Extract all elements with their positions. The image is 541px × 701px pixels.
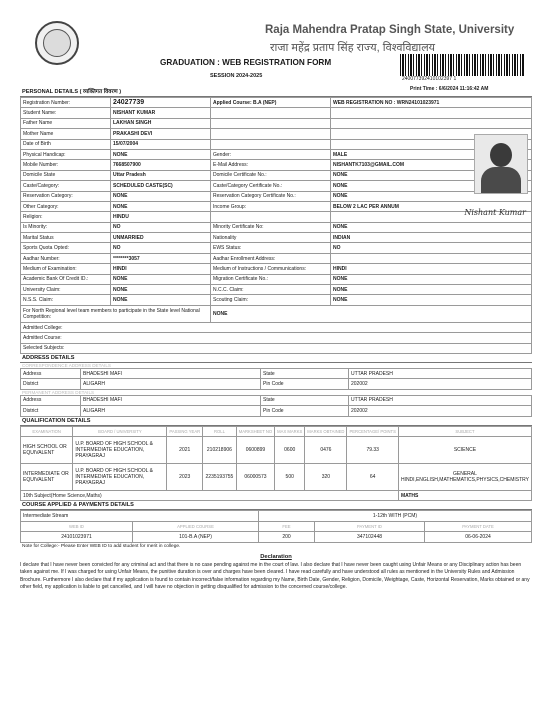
field-label: Aadhar Enrollment Address:: [211, 253, 331, 263]
field-label: [211, 129, 331, 139]
qualification-cell: 320: [305, 463, 347, 490]
address-heading: ADDRESS DETAILS: [20, 354, 532, 363]
personal-row: [21, 233, 532, 243]
tenth-subject-label: 10th Subject(Home Science,Maths): [21, 490, 399, 500]
personal-row: [21, 212, 532, 222]
qualification-cell: INTERMEDIATE OR EQUIVALENT: [21, 463, 73, 490]
admitted-college-label: Admitted College:: [21, 322, 532, 332]
field-label: Academic Bank Of Credit ID.:: [21, 274, 111, 284]
field-label: Migration Certificate No.:: [211, 274, 331, 284]
field-value: NONE: [331, 285, 532, 295]
field-label: Domicile Certificate No.:: [211, 170, 331, 180]
course-column-header: PAYMENT DATE: [425, 521, 532, 531]
field-value: NO: [111, 243, 211, 253]
qualification-cell: U.P. BOARD OF HIGH SCHOOL & INTERMEDIATE EDUCATION, PRAYAGRAJ: [73, 436, 167, 463]
qualification-column-header: ROLL: [203, 426, 237, 436]
qualification-column-header: SUBJECT: [398, 426, 531, 436]
field-value: [331, 108, 532, 118]
qualification-cell: 500: [275, 463, 305, 490]
field-label: Scouting Claim:: [211, 295, 331, 305]
field-value: NISHANT KUMAR: [111, 108, 211, 118]
qualification-table: [20, 426, 532, 502]
field-value: NONE: [331, 295, 532, 305]
address-cell: District: [21, 406, 81, 416]
stream-value: 1-12th WITH (PCM): [259, 511, 532, 521]
course-cell: 200: [259, 532, 315, 542]
print-time: Print Time : 6/6/2024 11:16:42 AM: [410, 86, 489, 92]
field-value: 7668507900: [111, 160, 211, 170]
declaration-title: Declaration: [260, 553, 292, 560]
field-value: LAKHAN SINGH: [111, 118, 211, 128]
qualification-cell: 79.33: [347, 436, 398, 463]
personal-heading: PERSONAL DETAILS ( व्यक्तिगत विवरण ): [20, 86, 532, 97]
qualification-cell: SCIENCE: [398, 436, 531, 463]
selected-subjects-row: [21, 343, 532, 353]
course-row: [21, 532, 532, 542]
field-label: N.S.S. Claim:: [21, 295, 111, 305]
web-registration: WEB REGISTRATION NO : WRN24101023971: [331, 98, 532, 108]
admitted-college-row: [21, 322, 532, 332]
personal-row: [21, 170, 532, 180]
field-label: Nationality: [211, 233, 331, 243]
qualification-cell: 210218906: [203, 436, 237, 463]
stream-label: Intermediate Stream: [21, 511, 259, 521]
field-value: [331, 118, 532, 128]
field-value: NONE: [331, 170, 532, 180]
course-cell: 101-B.A (NEP): [133, 532, 259, 542]
course-cell: 24101023971: [21, 532, 133, 542]
field-label: Medium of Instructions / Communications:: [211, 264, 331, 274]
address-cell: Address: [21, 368, 81, 378]
course-column-header: APPLIED COURSE: [133, 521, 259, 531]
course-cell: 06-06-2024: [425, 532, 532, 542]
tenth-subject-value: MATHS: [398, 490, 531, 500]
address-cell: ALIGARH: [81, 406, 261, 416]
field-label: Marital Status: [21, 233, 111, 243]
regional-row: [21, 305, 532, 322]
qualification-row: [21, 436, 532, 463]
qualification-cell: HIGH SCHOOL OR EQUIVALENT: [21, 436, 73, 463]
address-cell: ALIGARH: [81, 379, 261, 389]
barcode-number: 240077392410102397 1: [402, 76, 457, 82]
field-value: NONE: [111, 295, 211, 305]
address-cell: Pin Code: [261, 379, 349, 389]
field-label: Gender:: [211, 149, 331, 159]
selected-subjects-label: Selected Subjects:: [21, 343, 532, 353]
qualification-column-header: PASSING YEAR: [167, 426, 203, 436]
university-name-en: Raja Mahendra Pratap Singh State, University: [265, 24, 515, 36]
field-label: Other Category:: [21, 201, 111, 211]
field-value: NONE: [111, 149, 211, 159]
course-column-header: PAYMENT ID: [315, 521, 425, 531]
field-value: NONE: [111, 201, 211, 211]
field-label: E-Mail Address:: [211, 160, 331, 170]
field-value: MALE: [331, 149, 532, 159]
admitted-course-row: [21, 333, 532, 343]
declaration-text: I declare that I have never been convicted for any criminal act and that there is no case pending against me in the court of law. I also declare that I have never been caught using Unfair Means or any Disciplinary action has been taken against me. If I was charged for using Unfair Means, the punitive duration is over and charges have been cleared. I have read carefully and have understood all rules as mentioned in the University Rules and Admission Brochure. Furthermore I also declare that if my application is found to contain incorrect/false information regarding my Name, Birth Date, Gender, Religion, Domicile, Weightage, Caste, Horizontal Reservation, Marks obtained or any other field, my application is liable to get cancelled, and I will have no objection in getting disqualified for admission to the concerned course/college.: [20, 561, 530, 591]
field-label: Religion:: [21, 212, 111, 222]
session: SESSION 2024-2025: [210, 73, 263, 79]
tenth-subject-row: [21, 490, 532, 500]
field-label: Minority Certificate No:: [211, 222, 331, 232]
qualification-column-header: PERCENTAGE/ POINTS: [347, 426, 398, 436]
admitted-course-label: Admitted Course:: [21, 333, 532, 343]
correspondence-heading: CORRESPONDENCE ADDRESS DETAILS: [22, 362, 112, 368]
personal-row: [21, 118, 532, 128]
qualification-column-header: BOARD / UNIVERSITY: [73, 426, 167, 436]
field-value: NO: [331, 243, 532, 253]
student-signature: Nishant Kumar: [464, 208, 526, 217]
personal-row: [21, 181, 532, 191]
field-value: NISHANTK7103@GMAIL.COM: [331, 160, 532, 170]
field-value: [331, 253, 532, 263]
field-label: [211, 118, 331, 128]
field-label: [211, 108, 331, 118]
correspondence-address-row: [21, 379, 532, 389]
field-label: Sports Quota Opted:: [21, 243, 111, 253]
course-heading: COURSE APPLIED & PAYMENTS DETAILS: [20, 501, 532, 510]
field-label: Income Group:: [211, 201, 331, 211]
address-cell: 202002: [349, 379, 532, 389]
field-value: Uttar Pradesh: [111, 170, 211, 180]
university-logo: [35, 21, 79, 65]
qualification-column-header: MARKS OBTAINED: [305, 426, 347, 436]
personal-row: [21, 129, 532, 139]
course-label: Applied Course: B.A (NEP): [211, 98, 331, 108]
qualification-cell: 0600899: [236, 436, 274, 463]
course-column-header: FEE: [259, 521, 315, 531]
field-value: NONE: [111, 285, 211, 295]
personal-row: [21, 201, 532, 211]
field-label: Physical Handicap:: [21, 149, 111, 159]
permanent-table: [20, 395, 532, 417]
field-label: Reservation Category:: [21, 191, 111, 201]
permanent-address-row: [21, 406, 532, 416]
address-cell: 202002: [349, 406, 532, 416]
field-label: Caste/Category Certificate No.:: [211, 181, 331, 191]
address-cell: Address: [21, 395, 81, 405]
field-value: PRAKASHI DEVI: [111, 129, 211, 139]
field-label: Student Name:: [21, 108, 111, 118]
course-cell: 347102448: [315, 532, 425, 542]
qualification-cell: U.P. BOARD OF HIGH SCHOOL & INTERMEDIATE EDUCATION, PRAYAGRAJ: [73, 463, 167, 490]
personal-row: [21, 108, 532, 118]
address-cell: District: [21, 379, 81, 389]
registration-row: [21, 98, 532, 108]
qualification-header-row: [21, 426, 532, 436]
course-table: [20, 510, 532, 542]
personal-row: [21, 149, 532, 159]
address-cell: BHADESHI MAFI: [81, 368, 261, 378]
field-label: Domicile State: [21, 170, 111, 180]
qualification-cell: 64: [347, 463, 398, 490]
university-name-hi: राजा महेंद्र प्रताप सिंह राज्य, विश्वविद्यालय: [270, 42, 436, 54]
field-value: HINDI: [331, 264, 532, 274]
registration-label: Registration Number:: [21, 98, 111, 108]
address-cell: UTTAR PRADESH: [349, 395, 532, 405]
field-value: NONE: [111, 191, 211, 201]
qualification-column-header: MARKSHEET NO: [236, 426, 274, 436]
address-cell: State: [261, 368, 349, 378]
qualification-row: [21, 463, 532, 490]
field-label: Aadhar Number:: [21, 253, 111, 263]
permanent-address-row: [21, 395, 532, 405]
qualification-cell: 0476: [305, 436, 347, 463]
field-label: Caste/Category:: [21, 181, 111, 191]
field-value: NONE: [331, 181, 532, 191]
field-label: Father Name: [21, 118, 111, 128]
address-cell: UTTAR PRADESH: [349, 368, 532, 378]
field-value: NO: [111, 222, 211, 232]
field-value: BELOW 2 LAC PER ANNUM: [331, 201, 532, 211]
personal-row: [21, 222, 532, 232]
field-label: Mother Name: [21, 129, 111, 139]
field-label: [211, 139, 331, 149]
field-label: Reservation Category Certificate No.:: [211, 191, 331, 201]
field-value: UNMARRIED: [111, 233, 211, 243]
personal-row: [21, 285, 532, 295]
personal-row: [21, 253, 532, 263]
field-value: HINDI: [111, 264, 211, 274]
field-value: SCHEDULED CASTE(SC): [111, 181, 211, 191]
registration-value: 24027739: [111, 98, 211, 108]
correspondence-table: [20, 368, 532, 390]
course-column-header: WEB ID: [21, 521, 133, 531]
address-cell: State: [261, 395, 349, 405]
barcode: [400, 54, 525, 76]
field-label: N.C.C. Claim:: [211, 285, 331, 295]
personal-row: [21, 139, 532, 149]
personal-row: [21, 160, 532, 170]
qualification-cell: GENERAL HINDI,ENGLISH,MATHEMATICS,PHYSICS,CHEMISTRY: [398, 463, 531, 490]
personal-row: [21, 243, 532, 253]
personal-row: [21, 274, 532, 284]
field-value: NONE: [331, 222, 532, 232]
field-label: EWS Status:: [211, 243, 331, 253]
field-label: Date of Birth: [21, 139, 111, 149]
form-title: GRADUATION : WEB REGISTRATION FORM: [160, 58, 332, 67]
field-label: [211, 212, 331, 222]
regional-label: For North Regional level team members to participate in the State level National Competition:: [21, 305, 211, 322]
registration-form: [20, 18, 532, 592]
field-value: HINDU: [111, 212, 211, 222]
qualification-cell: 2023: [167, 463, 203, 490]
field-value: NONE: [331, 191, 532, 201]
field-label: University Claim:: [21, 285, 111, 295]
qualification-heading: QUALIFICATION DETAILS: [20, 417, 532, 426]
field-label: Mobile Number:: [21, 160, 111, 170]
address-cell: Pin Code: [261, 406, 349, 416]
permanent-heading: PERMANENT ADDRESS DETAILS: [22, 389, 95, 395]
qualification-column-header: MAX MARKS: [275, 426, 305, 436]
field-value: NONE: [111, 274, 211, 284]
personal-table: [20, 97, 532, 354]
qualification-cell: 0600: [275, 436, 305, 463]
correspondence-address-row: [21, 368, 532, 378]
qualification-cell: 2235193755: [203, 463, 237, 490]
field-value: 15/07/2004: [111, 139, 211, 149]
field-value: NONE: [331, 274, 532, 284]
field-value: INDIAN: [331, 233, 532, 243]
address-cell: BHADESHI MAFI: [81, 395, 261, 405]
field-label: Medium of Examination:: [21, 264, 111, 274]
course-header-row: [21, 521, 532, 531]
personal-row: [21, 191, 532, 201]
personal-row: [21, 295, 532, 305]
student-photo: [474, 134, 528, 194]
field-value: ********3057: [111, 253, 211, 263]
stream-row: [21, 511, 532, 521]
college-note: Note for College:- Please Enter WEB ID to add student for merit in college.: [22, 543, 181, 549]
regional-value: NONE: [211, 305, 532, 322]
qualification-cell: 2021: [167, 436, 203, 463]
qualification-column-header: EXAMINATION: [21, 426, 73, 436]
field-label: Is Minority:: [21, 222, 111, 232]
qualification-cell: 06000573: [236, 463, 274, 490]
personal-row: [21, 264, 532, 274]
